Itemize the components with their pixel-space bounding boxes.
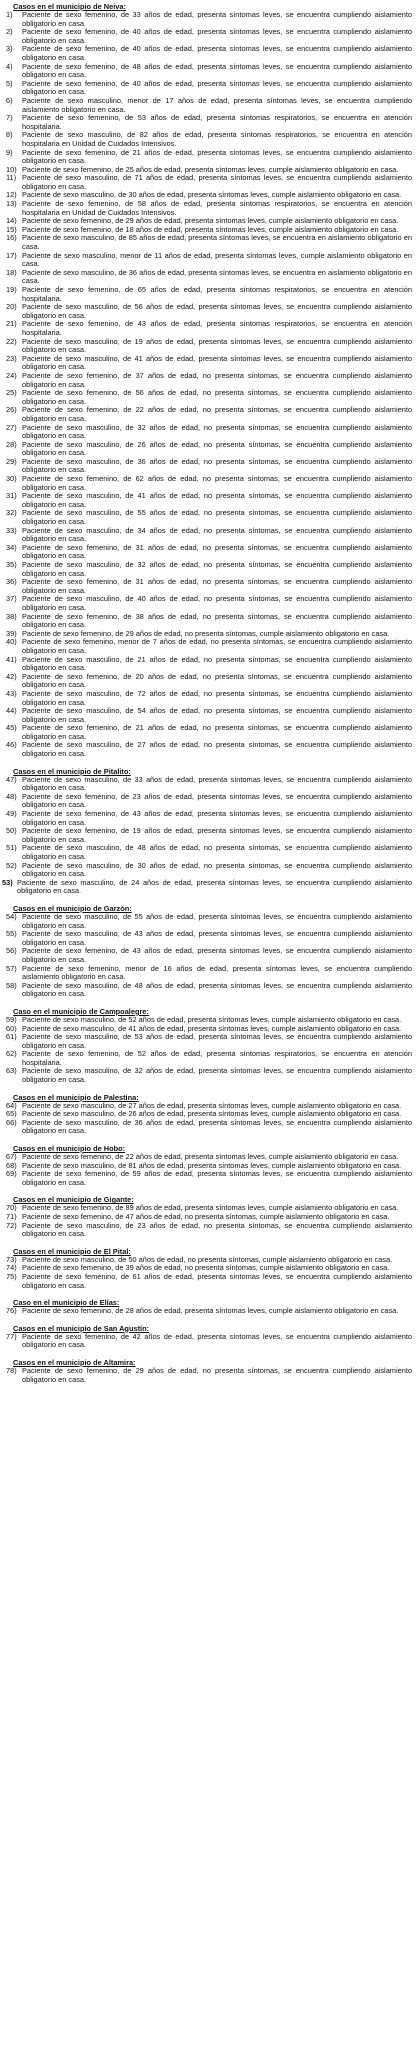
section-title: Caso en el municipio de Elías: xyxy=(13,1298,120,1308)
case-number: 68) xyxy=(6,1160,17,1170)
case-list xyxy=(6,1256,412,1290)
case-item xyxy=(6,656,412,673)
case-description: Paciente de sexo femenino, de 23 años de edad, presenta síntomas leves, se encuentra cumpliendo aislamiento obligatorio en casa. xyxy=(22,791,412,810)
section-title: Casos en el municipio de Garzón: xyxy=(13,903,132,913)
case-number: 10) xyxy=(6,164,17,174)
section-title: Casos en el municipio de San Agustín: xyxy=(13,1323,150,1333)
case-description: Paciente de sexo femenino, de 62 años de edad, no presenta síntomas, se encuentra cumpliendo aislamiento obligatorio en casa. xyxy=(22,474,412,492)
case-list xyxy=(6,1367,412,1384)
case-description: Paciente de sexo masculino, de 26 años de edad, no presenta síntomas, se encuentra cumpliendo aislamiento obligatorio en casa. xyxy=(22,439,412,458)
case-description: Paciente de sexo masculino, de 81 años de edad, presenta síntomas leves, cumple aislamiento obligatorio en casa. xyxy=(22,1160,402,1170)
case-item xyxy=(6,613,412,630)
case-description: Paciente de sexo masculino, de 50 años de edad, no presenta síntomas, cumple aislamiento obligatorio en casa. xyxy=(22,1254,393,1264)
section-title: Caso en el municipio de Campoalegre: xyxy=(13,1006,149,1016)
case-number: 36) xyxy=(6,577,17,587)
section-title: Casos en el municipio de Gigante: xyxy=(13,1195,134,1205)
case-description: Paciente de sexo masculino, de 23 años de edad, no presenta síntomas, se encuentra cumpliendo aislamiento obligatorio en casa. xyxy=(22,1220,412,1239)
case-description: Paciente de sexo femenino, de 33 años de edad, presenta síntomas leves, se encuentra cumpliendo aislamiento obligatorio en casa. xyxy=(22,10,412,28)
case-description: Paciente de sexo femenino, de 59 años de edad, presenta síntomas leves, se encuentra cumpliendo aislamiento obligatorio en casa. xyxy=(22,1169,412,1187)
case-item xyxy=(6,578,412,595)
case-description: Paciente de sexo masculino, menor de 17 años de edad, presenta síntomas leves, se encuentra cumpliendo aislamiento obligatorio en casa. xyxy=(22,95,412,114)
case-item xyxy=(6,149,412,166)
case-number: 20) xyxy=(6,302,17,312)
case-description: Paciente de sexo femenino, de 61 años de edad, presenta síntomas leves, se encuentra cumpliendo aislamiento obligatorio en casa. xyxy=(22,1271,412,1290)
case-description: Paciente de sexo masculino, de 21 años de edad, no presenta síntomas, se encuentra cumpliendo aislamiento obligatorio en casa. xyxy=(22,654,412,673)
case-number: 42) xyxy=(6,671,17,681)
case-list xyxy=(2,774,412,896)
case-description: Paciente de sexo masculino, de 26 años de edad, presenta síntomas leves, cumple aislamiento obligatorio en casa. xyxy=(22,1109,402,1119)
municipality-section xyxy=(6,1358,412,1384)
case-number: 62) xyxy=(6,1049,17,1059)
case-number: 16) xyxy=(6,233,17,243)
case-number: 35) xyxy=(6,560,17,569)
case-number: 45) xyxy=(6,723,17,733)
case-item xyxy=(6,200,412,217)
case-item xyxy=(6,827,412,844)
case-number: 1) xyxy=(6,10,13,19)
case-description: Paciente de sexo femenino, de 65 años de edad, presenta síntomas respiratorios, se encuentra en atención hospitalaria. xyxy=(22,285,412,303)
case-number: 51) xyxy=(6,843,17,853)
case-item xyxy=(2,877,412,896)
case-number: 7) xyxy=(6,113,13,123)
case-description: Paciente de sexo femenino, de 21 años de edad, presenta síntomas leves, se encuentra cumpliendo aislamiento obligatorio en casa. xyxy=(22,147,412,166)
case-description: Paciente de sexo femenino, de 43 años de edad, presenta síntomas respiratorios, se encuentra en atención hospitalaria. xyxy=(22,319,412,337)
case-number: 33) xyxy=(6,525,17,535)
case-description: Paciente de sexo masculino, de 53 años de edad, presenta síntomas leves, se encuentra cumpliendo aislamiento obligatorio en casa. xyxy=(22,1032,412,1050)
case-item xyxy=(6,269,412,286)
section-title: Casos en el municipio de Pitalito: xyxy=(13,766,131,776)
case-number: 27) xyxy=(6,422,17,432)
case-description: Paciente de sexo femenino, de 43 años de edad, presenta síntomas leves, se encuentra cumpliendo aislamiento obligatorio en casa. xyxy=(22,946,412,964)
case-item xyxy=(6,595,412,612)
case-number: 31) xyxy=(6,491,17,501)
case-description: Paciente de sexo masculino, de 55 años de edad, presenta síntomas leves, se encuentra cumpliendo aislamiento obligatorio en casa. xyxy=(22,911,412,930)
case-item xyxy=(6,930,412,947)
municipality-section xyxy=(2,766,412,896)
case-item xyxy=(6,234,412,251)
case-item xyxy=(6,475,412,492)
case-number: 6) xyxy=(6,95,13,105)
case-list xyxy=(6,1102,412,1136)
case-number: 57) xyxy=(6,963,17,973)
case-item xyxy=(6,174,412,191)
case-number: 47) xyxy=(6,774,17,784)
case-number: 32) xyxy=(6,508,17,518)
case-number: 41) xyxy=(6,654,17,664)
case-description: Paciente de sexo femenino, de 19 años de edad, presenta síntomas leves, se encuentra cumpliendo aislamiento obligatorio en casa. xyxy=(22,826,412,844)
case-description: Paciente de sexo masculino, de 56 años de edad, presenta síntomas leves, se encuentra cumpliendo aislamiento obligatorio en casa. xyxy=(22,302,412,320)
case-item xyxy=(6,982,412,999)
case-description: Paciente de sexo femenino, menor de 7 años de edad, no presenta síntomas, se encuentra cumpliendo aislamiento obligatorio en casa. xyxy=(22,637,412,655)
case-item xyxy=(6,320,412,337)
case-number: 44) xyxy=(6,706,17,716)
case-item xyxy=(6,1050,412,1067)
case-description: Paciente de sexo masculino, de 85 años de edad, presenta síntomas leves, se encuentra en aislamiento obligatorio en casa. xyxy=(22,233,412,252)
case-description: Paciente de sexo femenino, de 89 años de edad, presenta síntomas leves, cumple aislamiento obligatorio en casa. xyxy=(22,1203,399,1213)
case-number: 61) xyxy=(6,1032,17,1042)
case-description: Paciente de sexo masculino, de 41 años de edad, no presenta síntomas, se encuentra cumpliendo aislamiento obligatorio en casa. xyxy=(22,491,412,509)
case-list xyxy=(6,1333,412,1350)
case-number: 5) xyxy=(6,78,13,88)
case-item xyxy=(6,793,412,810)
case-description: Paciente de sexo masculino, de 19 años de edad, presenta síntomas leves, se encuentra cumpliendo aislamiento obligatorio en casa. xyxy=(22,336,412,355)
case-number: 21) xyxy=(6,319,17,329)
case-item xyxy=(6,286,412,303)
case-item xyxy=(6,947,412,964)
case-description: Paciente de sexo masculino, de 48 años de edad, no presenta síntomas, se encuentra cumpliendo aislamiento obligatorio en casa. xyxy=(22,843,412,861)
case-description: Paciente de sexo masculino, de 34 años de edad, no presenta síntomas, se encuentra cumpliendo aislamiento obligatorio en casa. xyxy=(22,525,412,544)
case-number: 48) xyxy=(6,791,17,801)
case-number: 43) xyxy=(6,688,17,698)
case-number: 29) xyxy=(6,456,17,466)
case-item xyxy=(6,252,412,269)
case-list xyxy=(6,1016,412,1085)
municipality-section xyxy=(6,1324,412,1350)
case-item xyxy=(6,424,412,441)
case-item xyxy=(6,441,412,458)
case-description: Paciente de sexo femenino, de 43 años de edad, presenta síntomas leves, se encuentra cumpliendo aislamiento obligatorio en casa. xyxy=(22,809,412,827)
case-item xyxy=(6,1273,412,1290)
case-description: Paciente de sexo femenino, de 18 años de edad, presenta síntomas leves, cumple aislamiento obligatorio en casa. xyxy=(22,224,399,234)
case-number: 65) xyxy=(6,1109,17,1119)
case-description: Paciente de sexo femenino, de 22 años de edad, presenta síntomas leves, cumple aislamiento obligatorio en casa. xyxy=(22,1152,399,1162)
case-description: Paciente de sexo masculino, de 82 años de edad, presenta síntomas respiratorios, se encuentra en atención hospitalaria en Unidad de Cuidados Intensivos. xyxy=(22,130,412,148)
case-number: 56) xyxy=(6,946,17,956)
case-item xyxy=(6,561,412,578)
case-number: 73) xyxy=(6,1254,17,1264)
case-number: 8) xyxy=(6,130,13,140)
case-number: 53) xyxy=(2,877,13,887)
case-number: 77) xyxy=(6,1331,17,1341)
case-description: Paciente de sexo femenino, de 29 años de edad, no presenta síntomas, se encuentra cumpliendo aislamiento obligatorio en casa. xyxy=(22,1365,412,1384)
case-description: Paciente de sexo masculino, de 41 años de edad, presenta síntomas leves, se encuentra cumpliendo aislamiento obligatorio en casa. xyxy=(22,353,412,372)
case-description: Paciente de sexo femenino, de 20 años de edad, no presenta síntomas, se encuentra cumpliendo aislamiento obligatorio en casa. xyxy=(22,671,412,690)
case-item xyxy=(6,114,412,131)
case-description: Paciente de sexo masculino, menor de 11 años de edad, presenta síntomas leves, cumple aislamiento obligatorio en casa. xyxy=(22,250,412,269)
case-number: 59) xyxy=(6,1014,17,1024)
case-number: 37) xyxy=(6,594,17,604)
case-number: 11) xyxy=(6,173,17,183)
case-list xyxy=(6,1204,412,1238)
case-list xyxy=(6,1153,412,1187)
case-item xyxy=(6,389,412,406)
case-number: 14) xyxy=(6,216,17,226)
case-number: 40) xyxy=(6,637,17,647)
case-description: Paciente de sexo femenino, de 25 años de edad, presenta síntomas leves, cumple aislamiento obligatorio en casa. xyxy=(22,164,399,174)
case-description: Paciente de sexo femenino, de 22 años de edad, no presenta síntomas, se encuentra cumpliendo aislamiento obligatorio en casa. xyxy=(22,405,412,423)
section-title: Casos en el municipio de El Pital: xyxy=(13,1246,131,1256)
case-number: 76) xyxy=(6,1306,17,1316)
section-title: Casos en el municipio de Palestina: xyxy=(13,1092,139,1102)
case-description: Paciente de sexo masculino, de 33 años de edad, presenta síntomas leves, se encuentra cumpliendo aislamiento obligatorio en casa. xyxy=(22,774,412,793)
municipality-section xyxy=(6,1007,412,1085)
case-number: 28) xyxy=(6,439,17,449)
case-item xyxy=(6,673,412,690)
case-item xyxy=(6,406,412,423)
municipality-section xyxy=(6,1093,412,1136)
municipality-section xyxy=(6,2,412,759)
case-number: 70) xyxy=(6,1203,17,1213)
case-item xyxy=(6,544,412,561)
case-description: Paciente de sexo masculino, de 72 años de edad, no presenta síntomas, se encuentra cumpliendo aislamiento obligatorio en casa. xyxy=(22,688,412,707)
case-list xyxy=(6,913,412,999)
case-description: Paciente de sexo femenino, de 40 años de edad, presenta síntomas leves, se encuentra cumpliendo aislamiento obligatorio en casa. xyxy=(22,27,412,45)
case-description: Paciente de sexo masculino, de 48 años de edad, presenta síntomas leves, se encuentra cumpliendo aislamiento obligatorio en casa. xyxy=(22,980,412,999)
case-description: Paciente de sexo femenino, de 29 años de edad, presenta síntomas leves, cumple aislamiento obligatorio en casa. xyxy=(22,216,399,226)
municipality-section xyxy=(6,1247,412,1290)
case-item xyxy=(6,1222,412,1239)
case-item xyxy=(6,913,412,930)
case-item xyxy=(6,303,412,320)
case-number: 60) xyxy=(6,1023,17,1033)
section-title: Casos en el municipio de Hobo: xyxy=(13,1144,126,1154)
case-number: 71) xyxy=(6,1212,17,1221)
case-number: 50) xyxy=(6,826,17,836)
case-description: Paciente de sexo femenino, de 29 años de edad, no presenta síntomas, cumple aislamiento obligatorio en casa. xyxy=(22,628,390,638)
case-item xyxy=(6,638,412,655)
case-item xyxy=(6,690,412,707)
case-item xyxy=(6,492,412,509)
case-item xyxy=(6,97,412,114)
case-description: Paciente de sexo femenino, de 38 años de edad, no presenta síntomas, se encuentra cumpliendo aislamiento obligatorio en casa. xyxy=(22,611,412,630)
case-description: Paciente de sexo masculino, de 71 años de edad, presenta síntomas leves, se encuentra cumpliendo aislamiento obligatorio en casa. xyxy=(22,173,412,191)
case-item xyxy=(6,1067,412,1084)
case-description: Paciente de sexo masculino, de 40 años de edad, no presenta síntomas, se encuentra cumpliendo aislamiento obligatorio en casa. xyxy=(22,594,412,612)
case-number: 63) xyxy=(6,1066,17,1076)
case-item xyxy=(6,527,412,544)
case-item xyxy=(6,1119,412,1136)
case-number: 25) xyxy=(6,388,17,398)
case-description: Paciente de sexo masculino, de 41 años de edad, presenta síntomas leves, cumple aislamiento obligatorio en casa. xyxy=(22,1023,402,1033)
case-item xyxy=(6,1367,412,1384)
case-number: 38) xyxy=(6,611,17,621)
case-number: 46) xyxy=(6,740,17,750)
case-description: Paciente de sexo femenino, de 39 años de edad, no presenta síntomas, cumple aislamiento obligatorio en casa. xyxy=(22,1263,390,1273)
municipality-section xyxy=(6,1144,412,1187)
case-number: 22) xyxy=(6,336,17,346)
case-item xyxy=(6,63,412,80)
case-description: Paciente de sexo masculino, de 36 años de edad, no presenta síntomas, se encuentra cumpliendo aislamiento obligatorio en casa. xyxy=(22,456,412,475)
case-item xyxy=(6,80,412,97)
case-item xyxy=(6,372,412,389)
case-description: Paciente de sexo masculino, de 43 años de edad, presenta síntomas leves, se encuentra cumpliendo aislamiento obligatorio en casa. xyxy=(22,929,412,947)
case-description: Paciente de sexo masculino, de 54 años de edad, no presenta síntomas, se encuentra cumpliendo aislamiento obligatorio en casa. xyxy=(22,706,412,724)
case-number: 15) xyxy=(6,224,17,234)
case-item xyxy=(6,707,412,724)
case-description: Paciente de sexo masculino, de 30 años de edad, no presenta síntomas, se encuentra cumpliendo aislamiento obligatorio en casa. xyxy=(22,860,412,879)
case-number: 13) xyxy=(6,199,17,209)
case-number: 78) xyxy=(6,1365,17,1375)
case-item xyxy=(6,1170,412,1187)
case-number: 74) xyxy=(6,1263,17,1273)
case-item xyxy=(6,862,412,879)
case-item xyxy=(6,45,412,62)
case-description: Paciente de sexo femenino, de 40 años de edad, presenta síntomas leves, se encuentra cumpliendo aislamiento obligatorio en casa. xyxy=(22,78,412,97)
case-number: 17) xyxy=(6,250,17,260)
municipality-section xyxy=(6,1298,412,1316)
case-item xyxy=(6,458,412,475)
case-description: Paciente de sexo femenino, de 52 años de edad, presenta síntomas respiratorios, se encuentra en atención hospitalaria. xyxy=(22,1049,412,1067)
case-description: Paciente de sexo masculino, de 36 años de edad, presenta síntomas leves, se encuentra en aislamiento obligatorio en casa. xyxy=(22,267,412,286)
case-list xyxy=(6,1307,412,1316)
case-number: 58) xyxy=(6,980,17,990)
case-item xyxy=(6,776,412,793)
case-description: Paciente de sexo femenino, de 47 años de edad, no presenta síntomas, cumple aislamiento obligatorio en casa. xyxy=(22,1212,390,1221)
case-item xyxy=(6,724,412,741)
case-item xyxy=(6,965,412,982)
case-number: 49) xyxy=(6,809,17,819)
case-description: Paciente de sexo masculino, de 32 años de edad, no presenta síntomas, se encuentra cumpliendo aislamiento obligatorio en casa. xyxy=(22,422,412,441)
case-description: Paciente de sexo femenino, de 31 años de edad, no presenta síntomas, se encuentra cumpliendo aislamiento obligatorio en casa. xyxy=(22,577,412,595)
case-description: Paciente de sexo femenino, de 56 años de edad, no presenta síntomas, se encuentra cumpliendo aislamiento obligatorio en casa. xyxy=(22,388,412,406)
case-list xyxy=(6,11,412,759)
case-description: Paciente de sexo femenino, de 53 años de edad, presenta síntomas respiratorios, se encuentra en atención hospitalaria. xyxy=(22,113,412,131)
case-description: Paciente de sexo masculino, de 36 años de edad, presenta síntomas leves, se encuentra cumpliendo aislamiento obligatorio en casa. xyxy=(22,1117,412,1136)
case-description: Paciente de sexo femenino, de 21 años de edad, no presenta síntomas, se encuentra cumpliendo aislamiento obligatorio en casa. xyxy=(22,723,412,741)
case-number: 52) xyxy=(6,860,17,870)
case-item xyxy=(6,1033,412,1050)
case-item xyxy=(6,11,412,28)
case-item xyxy=(6,509,412,526)
case-number: 64) xyxy=(6,1100,17,1110)
case-description: Paciente de sexo femenino, de 58 años de edad, presenta síntomas respiratorios, se encuentra en atención hospitalaria en Unidad de Cuidados Intensivos. xyxy=(22,199,412,217)
case-item xyxy=(6,1307,412,1316)
case-description: Paciente de sexo masculino, de 30 años de edad, presenta síntomas leves, cumple aislamiento obligatorio en casa. xyxy=(22,190,402,200)
case-number: 19) xyxy=(6,285,17,294)
case-item xyxy=(6,741,412,758)
case-item xyxy=(6,338,412,355)
case-number: 2) xyxy=(6,27,13,37)
case-item xyxy=(6,810,412,827)
case-number: 3) xyxy=(6,44,13,54)
case-item xyxy=(6,1333,412,1350)
case-description: Paciente de sexo femenino, de 31 años de edad, no presenta síntomas, se encuentra cumpliendo aislamiento obligatorio en casa. xyxy=(22,542,412,561)
case-item xyxy=(6,28,412,45)
case-description: Paciente de sexo femenino, menor de 16 años de edad, presenta síntomas leves, se encuentra cumpliendo aislamiento obligatorio en casa. xyxy=(22,963,412,982)
case-description: Paciente de sexo masculino, de 27 años de edad, presenta síntomas leves, cumple aislamiento obligatorio en casa. xyxy=(22,1100,402,1110)
municipality-section xyxy=(6,1195,412,1238)
municipality-section xyxy=(6,904,412,999)
case-description: Paciente de sexo masculino, de 27 años de edad, no presenta síntomas, se encuentra cumpliendo aislamiento obligatorio en casa. xyxy=(22,740,412,759)
case-number: 24) xyxy=(6,370,17,380)
case-number: 18) xyxy=(6,267,17,277)
case-number: 55) xyxy=(6,929,17,939)
case-description: Paciente de sexo masculino, de 52 años de edad, presenta síntomas leves, cumple aislamiento obligatorio en casa. xyxy=(22,1014,402,1024)
case-description: Paciente de sexo masculino, de 32 años de edad, no presenta síntomas, se encuentra cumpliendo aislamiento obligatorio en casa. xyxy=(22,560,412,578)
case-description: Paciente de sexo masculino, de 24 años de edad, presenta síntomas leves, se encuentra cumpliendo aislamiento obligatorio en casa. xyxy=(17,877,412,896)
case-number: 69) xyxy=(6,1169,17,1179)
case-item xyxy=(6,844,412,861)
case-number: 9) xyxy=(6,147,13,157)
case-description: Paciente de sexo femenino, de 40 años de edad, presenta síntomas leves, se encuentra cumpliendo aislamiento obligatorio en casa. xyxy=(22,44,412,62)
section-title: Casos en el municipio de Altamira: xyxy=(13,1357,136,1367)
case-number: 26) xyxy=(6,405,17,415)
case-description: Paciente de sexo femenino, de 37 años de edad, no presenta síntomas, se encuentra cumpliendo aislamiento obligatorio en casa. xyxy=(22,370,412,389)
case-item xyxy=(6,355,412,372)
case-number: 23) xyxy=(6,353,17,363)
section-title: Casos en el municipio de Neiva: xyxy=(13,2,126,11)
case-number: 72) xyxy=(6,1220,17,1230)
case-number: 34) xyxy=(6,542,17,552)
case-number: 54) xyxy=(6,911,17,921)
case-number: 12) xyxy=(6,190,17,200)
case-description: Paciente de sexo femenino, de 48 años de edad, presenta síntomas leves, se encuentra cumpliendo aislamiento obligatorio en casa. xyxy=(22,61,412,80)
case-number: 4) xyxy=(6,61,13,71)
case-number: 66) xyxy=(6,1117,17,1127)
case-description: Paciente de sexo masculino, de 32 años de edad, presenta síntomas leves, se encuentra cumpliendo aislamiento obligatorio en casa. xyxy=(22,1066,412,1085)
case-number: 30) xyxy=(6,474,17,484)
case-description: Paciente de sexo femenino, de 42 años de edad, presenta síntomas leves, se encuentra cumpliendo aislamiento obligatorio en casa. xyxy=(22,1331,412,1350)
case-item xyxy=(6,131,412,148)
case-number: 75) xyxy=(6,1271,17,1281)
case-description: Paciente de sexo masculino, de 55 años de edad, no presenta síntomas, se encuentra cumpliendo aislamiento obligatorio en casa. xyxy=(22,508,412,527)
case-description: Paciente de sexo femenino, de 28 años de edad, presenta síntomas leves, cumple aislamiento obligatorio en casa. xyxy=(22,1306,399,1316)
case-number: 39) xyxy=(6,628,17,638)
case-number: 67) xyxy=(6,1152,17,1162)
